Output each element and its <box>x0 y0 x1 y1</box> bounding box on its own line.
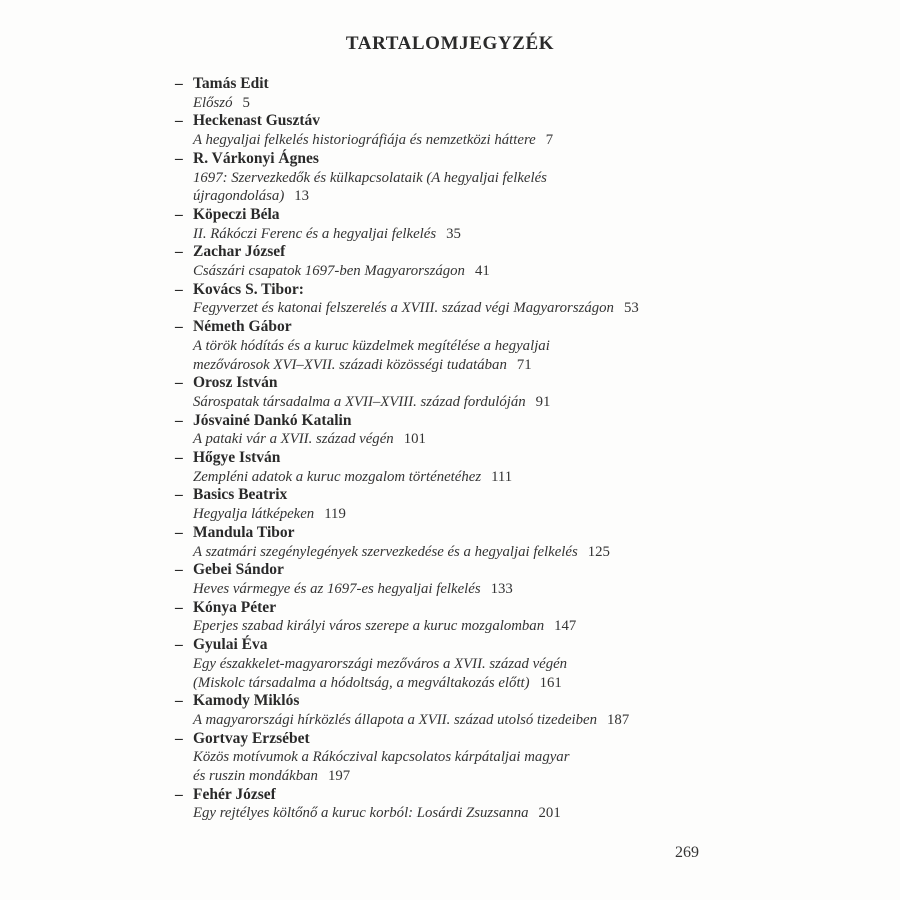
toc-author-name: Köpeczi Béla <box>193 205 280 223</box>
toc-work-text: Eperjes szabad királyi város szerepe a kuruc mozgalomban <box>193 618 545 635</box>
toc-author <box>175 243 735 262</box>
toc-page-number: 125 <box>587 543 610 560</box>
toc-dash: – <box>175 411 183 429</box>
toc-author-name: R. Várkonyi Ágnes <box>193 149 319 167</box>
toc-work-text: A magyarországi hírközlés állapota a XVII. század utolsó tizedeiben <box>193 711 598 728</box>
toc-entry <box>175 524 735 561</box>
page-title: TARTALOMJEGYZÉK <box>345 33 555 54</box>
toc-work-text: A török hódítás és a kuruc küzdelmek megítélése a hegyaljai <box>193 337 550 354</box>
toc-dash: – <box>175 561 183 579</box>
toc-dash: – <box>175 318 183 336</box>
toc-author-name: Németh Gábor <box>193 318 292 336</box>
toc-work-line <box>193 225 735 244</box>
toc-entry <box>175 112 735 149</box>
toc-work-text: 1697: Szervezkedők és külkapcsolataik (A hegyaljai felkelés <box>193 169 547 186</box>
toc-author <box>175 112 735 131</box>
toc-work-text: Egy északkelet-magyarországi mezőváros a XVII. század végén <box>193 655 568 672</box>
toc-work-title <box>175 94 735 113</box>
toc-dash: – <box>175 636 183 654</box>
toc-page-number: 111 <box>491 468 513 485</box>
toc-work-title <box>175 393 735 412</box>
toc-dash: – <box>175 449 183 467</box>
toc-entry <box>175 281 735 318</box>
toc-work-title <box>175 169 735 206</box>
toc-entry <box>175 412 735 449</box>
toc-author <box>175 636 735 655</box>
toc-entry <box>175 730 735 786</box>
toc-work-line <box>193 131 735 150</box>
toc-work-title <box>175 580 735 599</box>
toc-entry <box>175 243 735 280</box>
toc-author-name: Fehér József <box>193 785 276 803</box>
toc-entry <box>175 599 735 636</box>
toc-work-text: Heves vármegye és az 1697-es hegyaljai felkelés <box>193 580 481 597</box>
toc-page-number: 41 <box>474 263 490 280</box>
toc-dash: – <box>175 75 183 92</box>
toc-work-line <box>193 505 735 524</box>
toc-author <box>175 281 735 300</box>
toc-author-name: Gyulai Éva <box>193 636 268 654</box>
toc-dash: – <box>175 205 183 223</box>
toc-work-text: A szatmári szegénylegények szervezkedése és a hegyaljai felkelés <box>193 543 578 560</box>
toc-work-title <box>175 131 735 150</box>
toc-work-title <box>175 337 735 374</box>
toc-author <box>175 449 735 468</box>
toc-entry <box>175 318 735 374</box>
toc-work-title <box>175 748 735 785</box>
toc-work-line <box>193 748 735 767</box>
toc-work-text: mezővárosok XVI–XVII. századi közösségi tudatában <box>193 356 507 373</box>
toc-author <box>175 412 735 431</box>
toc-author <box>175 692 735 711</box>
toc-author <box>175 374 735 393</box>
toc-work-title <box>175 711 735 730</box>
toc-author-name: Basics Beatrix <box>193 486 288 504</box>
toc-page-number: 5 <box>242 94 250 111</box>
toc-author-name: Mandula Tibor <box>193 523 295 541</box>
toc-dash: – <box>175 785 183 803</box>
toc-work-line <box>193 617 735 636</box>
toc-work-text: A pataki vár a XVII. század végén <box>193 431 394 448</box>
toc-entry <box>175 786 735 823</box>
toc-author-name: Kamody Miklós <box>193 692 300 710</box>
toc-entry <box>175 374 735 411</box>
toc-author-name: Hőgye István <box>193 449 281 467</box>
toc-dash: – <box>175 112 183 130</box>
toc-dash: – <box>175 729 183 747</box>
toc-work-title <box>175 543 735 562</box>
toc-work-line <box>193 299 735 318</box>
toc-work-text: Hegyalja látképeken <box>193 506 315 523</box>
toc-work-text: (Miskolc társadalma a hódoltság, a megváltakozás előtt) <box>193 674 530 691</box>
toc-work-title <box>175 430 735 449</box>
page-number: 269 <box>675 844 699 861</box>
toc-page-number: 71 <box>516 356 532 373</box>
toc-dash: – <box>175 692 183 710</box>
toc-author-name: Zachar József <box>193 243 286 261</box>
toc-author-name: Jósvainé Dankó Katalin <box>193 411 352 429</box>
toc-work-line <box>193 580 735 599</box>
toc-work-line <box>193 543 735 562</box>
toc-work-text: és ruszin mondákban <box>193 768 318 785</box>
toc-entry <box>175 206 735 243</box>
toc-page-number: 187 <box>607 711 630 728</box>
toc-work-title <box>175 505 735 524</box>
toc-work-title <box>175 299 735 318</box>
toc-work-text: Fegyverzet és katonai felszerelés a XVIII. század végi Magyarországon <box>193 300 614 317</box>
toc-entry <box>175 449 735 486</box>
toc-work-title <box>175 617 735 636</box>
toc-entry <box>175 692 735 729</box>
toc-page-number: 7 <box>545 132 554 149</box>
toc-work-line <box>193 655 735 674</box>
toc-author <box>175 318 735 337</box>
toc-dash: – <box>175 523 183 541</box>
toc-work-text: újragondolása) <box>193 188 285 205</box>
toc-author <box>175 486 735 505</box>
toc-entry <box>175 561 735 598</box>
toc-entry <box>175 150 735 206</box>
toc-dash: – <box>175 486 183 504</box>
toc-author <box>175 599 735 618</box>
toc-work-line <box>193 337 735 356</box>
toc-work-text: Közös motívumok a Rákóczival kapcsolatos kárpátaljai magyar <box>193 749 570 766</box>
toc-work-line <box>193 187 735 206</box>
toc-work-title <box>175 655 735 692</box>
toc-author-name: Orosz István <box>193 374 278 392</box>
toc-work-line <box>193 169 735 188</box>
toc-work-line <box>193 468 735 487</box>
toc-author-name: Kovács S. Tibor: <box>193 280 304 298</box>
toc-author-name: Kónya Péter <box>193 598 277 616</box>
table-of-contents <box>175 75 735 823</box>
toc-work-line <box>193 356 735 375</box>
toc-work-text: Császári csapatok 1697-ben Magyarországon <box>193 263 465 280</box>
toc-dash: – <box>175 374 183 392</box>
toc-page-number: 161 <box>539 674 562 691</box>
toc-page-number: 35 <box>446 225 461 242</box>
toc-page-number: 201 <box>538 805 561 822</box>
toc-author <box>175 730 735 749</box>
toc-page-number: 119 <box>324 506 346 523</box>
toc-author <box>175 524 735 543</box>
toc-dash: – <box>175 149 183 167</box>
toc-author <box>175 150 735 169</box>
toc-author <box>175 561 735 580</box>
toc-dash: – <box>175 598 183 616</box>
toc-dash: – <box>175 243 183 261</box>
toc-work-title <box>175 804 735 823</box>
toc-page-number: 197 <box>327 768 351 785</box>
toc-work-text: Zempléni adatok a kuruc mozgalom történetéhez <box>193 468 482 485</box>
toc-author <box>175 75 735 94</box>
toc-work-title <box>175 262 735 281</box>
toc-work-line <box>193 430 735 449</box>
toc-work-text: II. Rákóczi Ferenc és a hegyaljai felkelés <box>193 225 437 242</box>
toc-work-line <box>193 674 735 693</box>
toc-work-text: A hegyaljai felkelés historiográfiája és nemzetközi háttere <box>193 132 536 149</box>
toc-work-text: Előszó <box>193 94 233 111</box>
toc-work-title <box>175 468 735 487</box>
toc-author-name: Tamás Edit <box>193 75 269 92</box>
toc-work-line <box>193 804 735 823</box>
toc-work-line <box>193 767 735 786</box>
toc-entry <box>175 486 735 523</box>
toc-work-text: Sárospatak társadalma a XVII–XVIII. század fordulóján <box>193 393 526 410</box>
toc-work-line <box>193 711 735 730</box>
toc-work-title <box>175 225 735 244</box>
toc-author <box>175 786 735 805</box>
toc-author-name: Gortvay Erzsébet <box>193 729 310 747</box>
toc-work-text: Egy rejtélyes költőnő a kuruc korból: Losárdi Zsuzsanna <box>193 805 529 822</box>
toc-page-number: 101 <box>403 431 426 448</box>
toc-dash: – <box>175 280 183 298</box>
toc-page-number: 133 <box>490 580 513 597</box>
toc-entry <box>175 636 735 692</box>
toc-work-line <box>193 393 735 412</box>
toc-entry <box>175 75 735 112</box>
toc-page-number: 91 <box>535 393 551 410</box>
toc-work-line <box>193 262 735 281</box>
toc-page-number: 53 <box>623 300 639 317</box>
toc-work-line <box>193 94 735 113</box>
toc-page-number: 13 <box>294 188 310 205</box>
toc-page-number: 147 <box>554 618 577 635</box>
toc-author-name: Gebei Sándor <box>193 561 284 579</box>
toc-author <box>175 206 735 225</box>
toc-author-name: Heckenast Gusztáv <box>193 112 321 130</box>
